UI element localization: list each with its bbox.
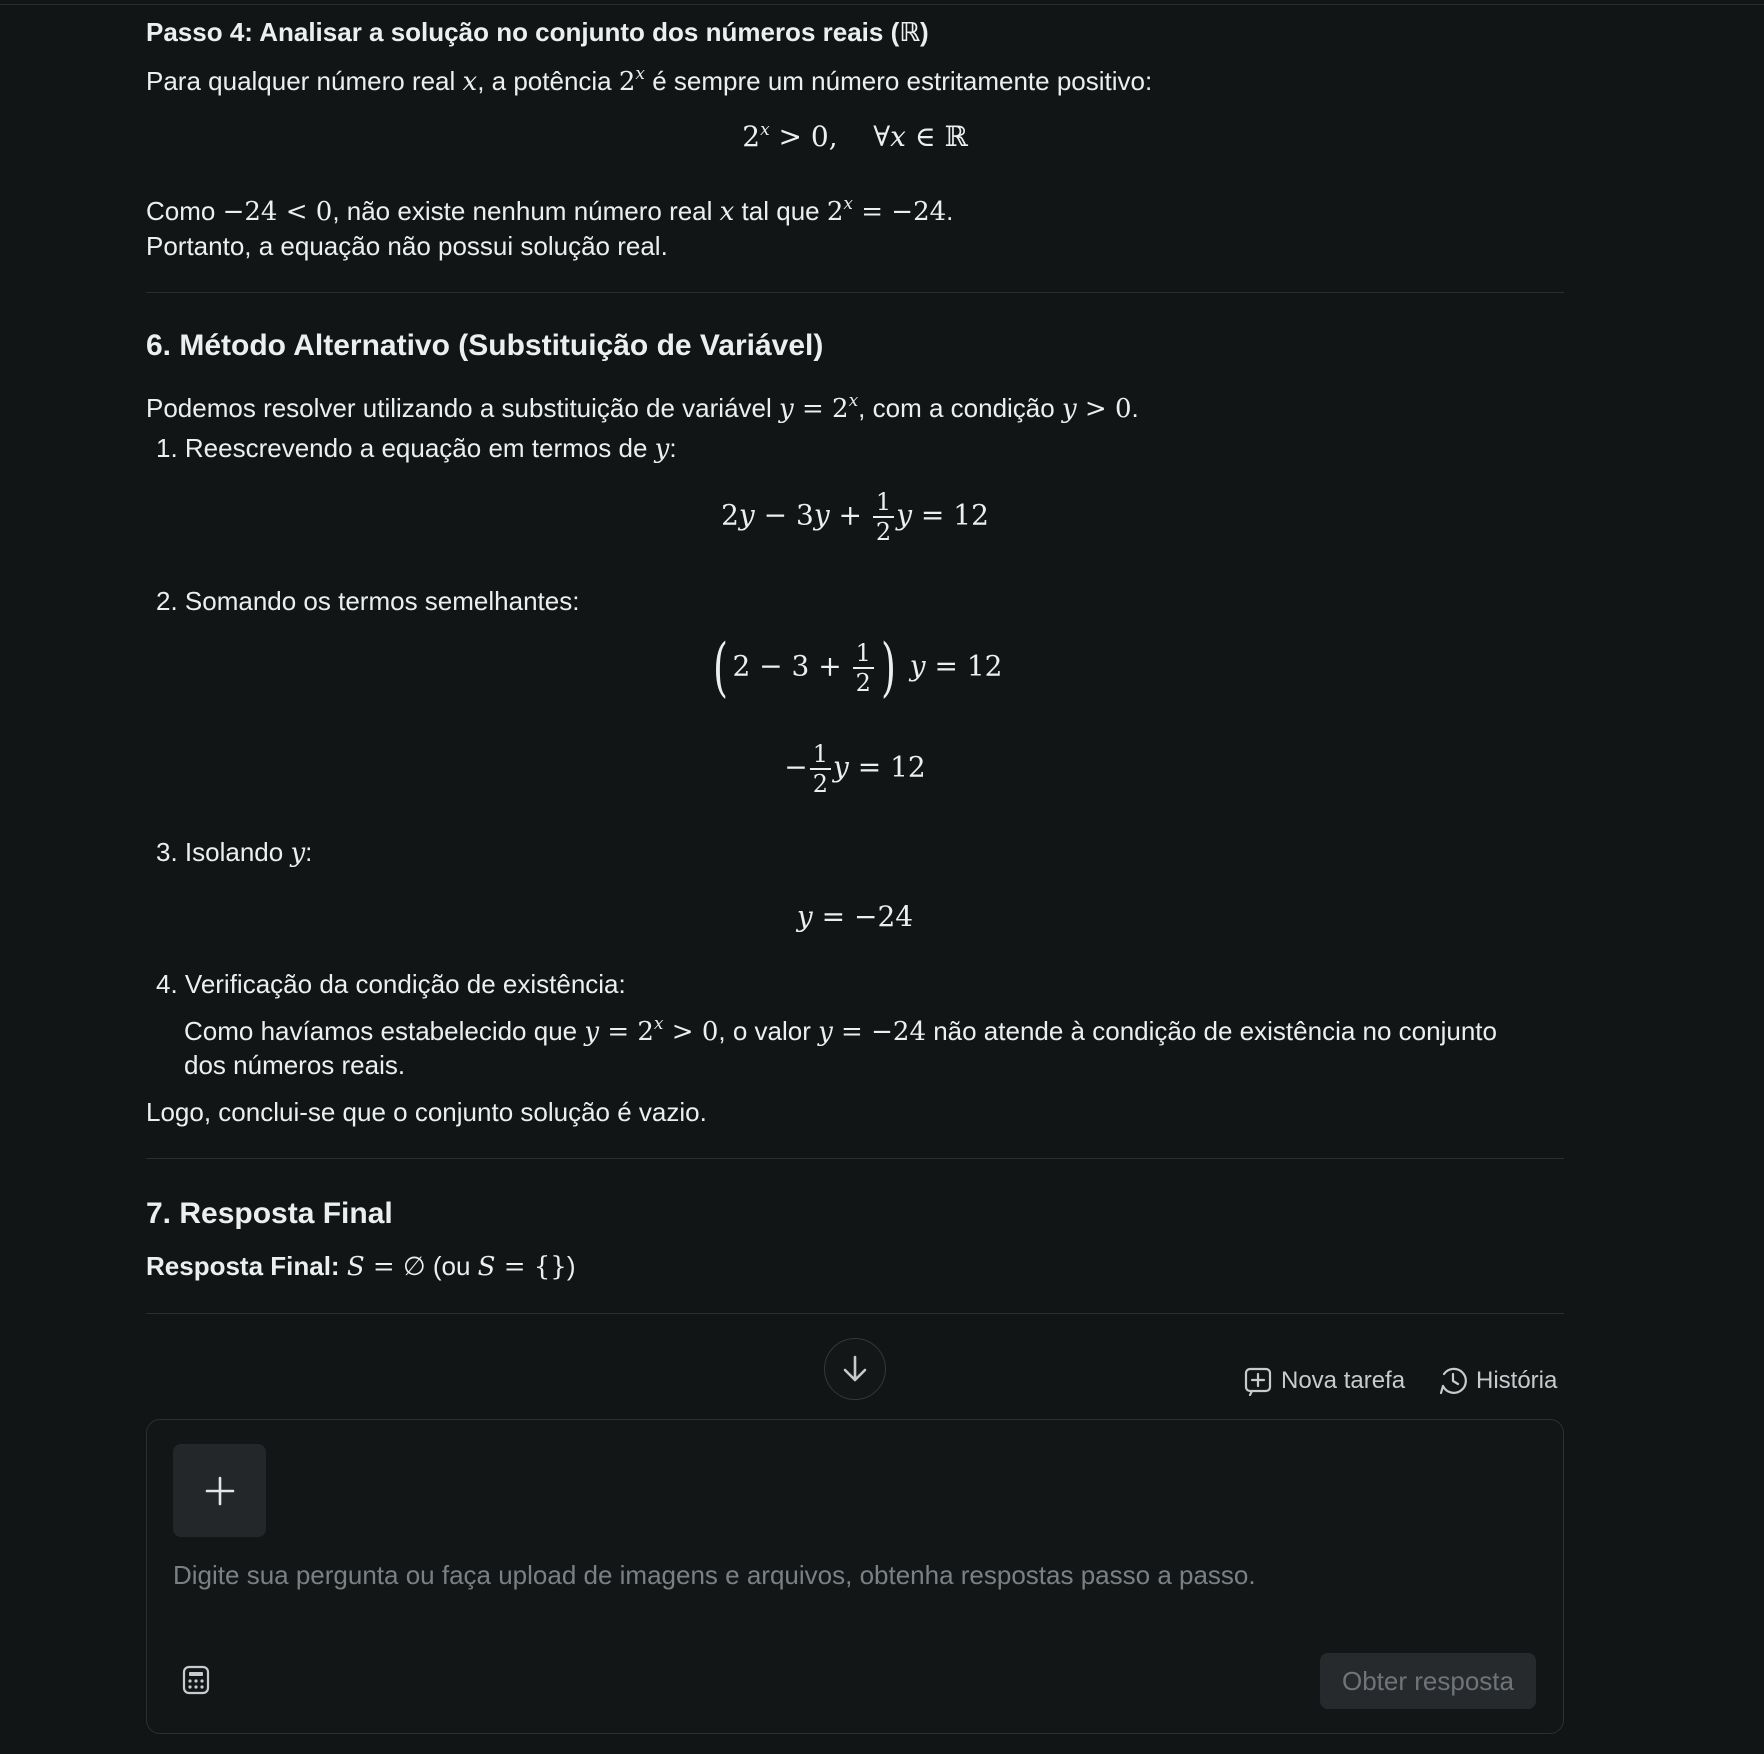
list-item-4-detail-cont: dos números reais. (184, 1050, 406, 1080)
equation-positive: $2^x > 0$, ∀x ∈ ℝ (742, 120, 968, 153)
section7-title: 7. Resposta Final (146, 1197, 393, 1230)
step4-line1: Para qualquer número real x, a potência 2$^x$ é sempre um número estritamente positivo: (146, 64, 1153, 97)
final-answer: Resposta Final: S = ∅ (ou S = {}) (146, 1251, 576, 1282)
list-item-1: 1. Reescrevendo a equação em termos de y: (156, 433, 677, 464)
section6-title: 6. Método Alternativo (Substituição de Variável) (146, 329, 824, 362)
question-input[interactable] (173, 1559, 1533, 1591)
list-item-4: 4. Verificação da condição de existência: (156, 969, 626, 999)
list-item-4-detail: Como havíamos estabelecido que $y = 2^x > 0$, o valor y = −24 não atende à condição de existência no conjunto (184, 1014, 1497, 1047)
equation-rewrite: 2y − 3y + $\frac{1}{2}$ y = 12 (721, 488, 989, 546)
divider (146, 1313, 1564, 1314)
plus-square-icon (1243, 1366, 1273, 1396)
list-item-3: 3. Isolando y: (156, 837, 313, 868)
history-button[interactable] (1438, 1364, 1557, 1398)
divider (146, 292, 1564, 293)
divider (146, 1158, 1564, 1159)
new-task-button[interactable] (1243, 1364, 1405, 1398)
section6-conclusion: Logo, conclui-se que o conjunto solução é vazio. (146, 1097, 707, 1127)
new-task-label: Nova tarefa (1281, 1367, 1406, 1394)
section6-intro: Podemos resolver utilizando a substituição de variável $y = 2^x$, com a condição y > 0. (146, 391, 1139, 424)
plus-icon (204, 1475, 236, 1507)
calculator-button[interactable] (181, 1664, 211, 1696)
step4-heading: Passo 4: Analisar a solução no conjunto dos números reais (ℝ) (146, 17, 929, 47)
history-label: História (1476, 1367, 1558, 1394)
composer (146, 1419, 1564, 1734)
calculator-icon (182, 1665, 210, 1695)
step4-line2: Como −24 < 0, não existe nenhum número real x tal que $2^x = -24$. (146, 194, 954, 227)
equation-negative-half: − $\frac{1}{2}$ y = 12 (784, 740, 926, 798)
equation-y-value: y = −24 (796, 900, 914, 933)
equation-sum: ( 2 − 3 + $\frac{1}{2}$ ) y = 12 (712, 631, 1003, 705)
arrow-down-icon (842, 1354, 868, 1384)
attach-button[interactable] (173, 1444, 266, 1537)
get-answer-button[interactable]: Obter resposta (1320, 1653, 1536, 1709)
scroll-to-bottom-button[interactable] (824, 1338, 886, 1400)
clock-icon (1438, 1366, 1468, 1396)
list-item-2: 2. Somando os termos semelhantes: (156, 586, 580, 616)
step4-conclusion: Portanto, a equação não possui solução real. (146, 231, 668, 261)
top-divider (0, 4, 1764, 5)
